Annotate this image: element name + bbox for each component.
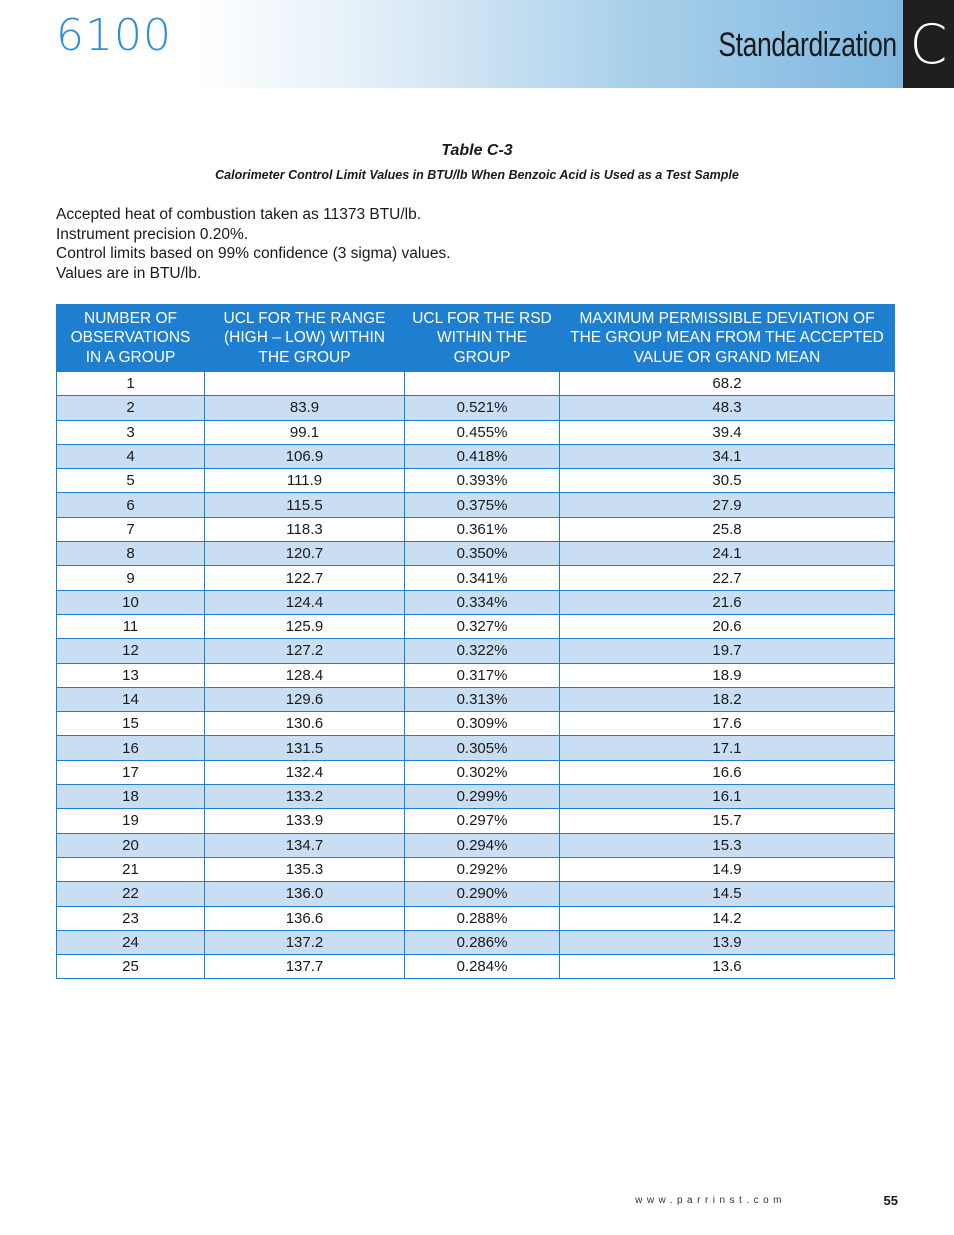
cell-ucl-rsd: 0.350%	[405, 542, 560, 566]
model-number: 6100	[56, 10, 172, 61]
cell-ucl-rsd: 0.292%	[405, 857, 560, 881]
cell-observations: 14	[57, 687, 205, 711]
cell-observations: 23	[57, 906, 205, 930]
cell-max-deviation: 25.8	[560, 517, 895, 541]
cell-ucl-range: 99.1	[205, 420, 405, 444]
table-caption: Table C-3	[441, 142, 513, 159]
cell-ucl-rsd: 0.309%	[405, 712, 560, 736]
cell-ucl-rsd: 0.313%	[405, 687, 560, 711]
cell-max-deviation: 18.2	[560, 687, 895, 711]
cell-max-deviation: 30.5	[560, 469, 895, 493]
section-title: Standardization	[718, 26, 897, 64]
cell-ucl-rsd: 0.290%	[405, 882, 560, 906]
table-row	[57, 396, 895, 420]
column-header-ucl-rsd: UCL FOR THE RSD WITHIN THE GROUP	[405, 305, 560, 372]
table-row	[57, 736, 895, 760]
cell-observations: 22	[57, 882, 205, 906]
appendix-tab-letter: C	[909, 12, 948, 76]
cell-max-deviation: 16.1	[560, 785, 895, 809]
cell-max-deviation: 24.1	[560, 542, 895, 566]
cell-ucl-rsd: 0.297%	[405, 809, 560, 833]
cell-ucl-rsd: 0.284%	[405, 955, 560, 979]
cell-ucl-rsd: 0.317%	[405, 663, 560, 687]
cell-ucl-range: 118.3	[205, 517, 405, 541]
cell-ucl-range: 122.7	[205, 566, 405, 590]
cell-ucl-range: 133.2	[205, 785, 405, 809]
note-line: Values are in BTU/lb.	[56, 264, 202, 282]
footer-url: www.parrinst.com	[635, 1195, 786, 1206]
table-notes	[56, 205, 451, 283]
cell-observations: 4	[57, 444, 205, 468]
cell-max-deviation: 48.3	[560, 396, 895, 420]
cell-ucl-rsd: 0.521%	[405, 396, 560, 420]
table-row	[57, 955, 895, 979]
cell-ucl-range: 137.2	[205, 930, 405, 954]
cell-max-deviation: 19.7	[560, 639, 895, 663]
table-row	[57, 687, 895, 711]
cell-ucl-rsd: 0.302%	[405, 760, 560, 784]
table-row	[57, 420, 895, 444]
table-row	[57, 906, 895, 930]
cell-ucl-range: 136.0	[205, 882, 405, 906]
cell-ucl-range: 131.5	[205, 736, 405, 760]
cell-ucl-rsd: 0.286%	[405, 930, 560, 954]
cell-ucl-range: 134.7	[205, 833, 405, 857]
cell-observations: 13	[57, 663, 205, 687]
cell-ucl-range: 130.6	[205, 712, 405, 736]
cell-ucl-rsd: 0.288%	[405, 906, 560, 930]
cell-observations: 18	[57, 785, 205, 809]
cell-ucl-range: 125.9	[205, 614, 405, 638]
table-body	[57, 372, 895, 979]
cell-ucl-range: 137.7	[205, 955, 405, 979]
table-row	[57, 833, 895, 857]
cell-observations: 16	[57, 736, 205, 760]
table-row	[57, 444, 895, 468]
cell-max-deviation: 21.6	[560, 590, 895, 614]
cell-ucl-range: 136.6	[205, 906, 405, 930]
cell-ucl-rsd: 0.299%	[405, 785, 560, 809]
page-number: 55	[883, 1193, 898, 1208]
table-row	[57, 517, 895, 541]
column-header-observations: NUMBER OF OBSERVATIONS IN A GROUP	[57, 305, 205, 372]
cell-max-deviation: 13.9	[560, 930, 895, 954]
note-line: Instrument precision 0.20%.	[56, 225, 249, 243]
cell-observations: 12	[57, 639, 205, 663]
cell-max-deviation: 14.5	[560, 882, 895, 906]
column-header-ucl-range: UCL FOR THE RANGE (HIGH – LOW) WITHIN THE GROUP	[205, 305, 405, 372]
table-row	[57, 639, 895, 663]
cell-ucl-rsd: 0.418%	[405, 444, 560, 468]
appendix-tab	[903, 0, 954, 88]
cell-max-deviation: 17.6	[560, 712, 895, 736]
cell-max-deviation: 16.6	[560, 760, 895, 784]
note-line: Accepted heat of combustion taken as 11373 BTU/lb.	[56, 206, 422, 223]
table-row	[57, 493, 895, 517]
cell-observations: 17	[57, 760, 205, 784]
cell-observations: 19	[57, 809, 205, 833]
cell-ucl-rsd: 0.341%	[405, 566, 560, 590]
cell-ucl-range: 111.9	[205, 469, 405, 493]
cell-ucl-range: 135.3	[205, 857, 405, 881]
table-row	[57, 590, 895, 614]
table-row	[57, 760, 895, 784]
table-row	[57, 469, 895, 493]
cell-observations: 2	[57, 396, 205, 420]
cell-observations: 24	[57, 930, 205, 954]
cell-ucl-range: 83.9	[205, 396, 405, 420]
cell-ucl-rsd: 0.334%	[405, 590, 560, 614]
cell-observations: 15	[57, 712, 205, 736]
cell-observations: 6	[57, 493, 205, 517]
cell-observations: 10	[57, 590, 205, 614]
cell-max-deviation: 15.3	[560, 833, 895, 857]
cell-observations: 11	[57, 614, 205, 638]
table-row	[57, 542, 895, 566]
cell-ucl-rsd: 0.294%	[405, 833, 560, 857]
cell-max-deviation: 17.1	[560, 736, 895, 760]
cell-max-deviation: 20.6	[560, 614, 895, 638]
cell-ucl-rsd: 0.393%	[405, 469, 560, 493]
cell-observations: 3	[57, 420, 205, 444]
cell-observations: 20	[57, 833, 205, 857]
table-row	[57, 712, 895, 736]
cell-max-deviation: 22.7	[560, 566, 895, 590]
table-row	[57, 785, 895, 809]
table-subtitle: Calorimeter Control Limit Values in BTU/lb When Benzoic Acid is Used as a Test Sample	[215, 168, 739, 182]
table-row	[57, 809, 895, 833]
table-row	[57, 930, 895, 954]
cell-ucl-rsd: 0.322%	[405, 639, 560, 663]
cell-max-deviation: 39.4	[560, 420, 895, 444]
column-header-max-deviation: MAXIMUM PERMISSIBLE DEVIATION OF THE GROUP MEAN FROM THE ACCEPTED VALUE OR GRAND MEAN	[560, 305, 895, 372]
cell-max-deviation: 15.7	[560, 809, 895, 833]
cell-observations: 5	[57, 469, 205, 493]
table-header-row	[57, 305, 895, 372]
table-row	[57, 566, 895, 590]
table-row	[57, 372, 895, 396]
cell-observations: 25	[57, 955, 205, 979]
cell-max-deviation: 14.2	[560, 906, 895, 930]
cell-ucl-range: 129.6	[205, 687, 405, 711]
cell-max-deviation: 34.1	[560, 444, 895, 468]
cell-max-deviation: 13.6	[560, 955, 895, 979]
cell-max-deviation: 27.9	[560, 493, 895, 517]
cell-observations: 21	[57, 857, 205, 881]
table-row	[57, 614, 895, 638]
cell-max-deviation: 18.9	[560, 663, 895, 687]
page-header-band	[0, 0, 903, 88]
cell-max-deviation: 68.2	[560, 372, 895, 396]
table-row	[57, 882, 895, 906]
cell-ucl-rsd: 0.327%	[405, 614, 560, 638]
cell-observations: 9	[57, 566, 205, 590]
cell-observations: 8	[57, 542, 205, 566]
cell-ucl-range: 133.9	[205, 809, 405, 833]
cell-ucl-range	[205, 372, 405, 396]
table-row	[57, 857, 895, 881]
cell-ucl-range: 128.4	[205, 663, 405, 687]
note-line: Control limits based on 99% confidence (3 sigma) values.	[56, 245, 451, 262]
cell-ucl-rsd: 0.455%	[405, 420, 560, 444]
cell-ucl-rsd: 0.375%	[405, 493, 560, 517]
cell-observations: 1	[57, 372, 205, 396]
cell-ucl-range: 124.4	[205, 590, 405, 614]
cell-ucl-range: 115.5	[205, 493, 405, 517]
cell-ucl-range: 120.7	[205, 542, 405, 566]
cell-ucl-range: 132.4	[205, 760, 405, 784]
cell-ucl-rsd	[405, 372, 560, 396]
cell-ucl-range: 127.2	[205, 639, 405, 663]
cell-ucl-rsd: 0.305%	[405, 736, 560, 760]
table-row	[57, 663, 895, 687]
cell-ucl-rsd: 0.361%	[405, 517, 560, 541]
cell-ucl-range: 106.9	[205, 444, 405, 468]
cell-observations: 7	[57, 517, 205, 541]
control-limits-table	[56, 304, 895, 979]
cell-max-deviation: 14.9	[560, 857, 895, 881]
